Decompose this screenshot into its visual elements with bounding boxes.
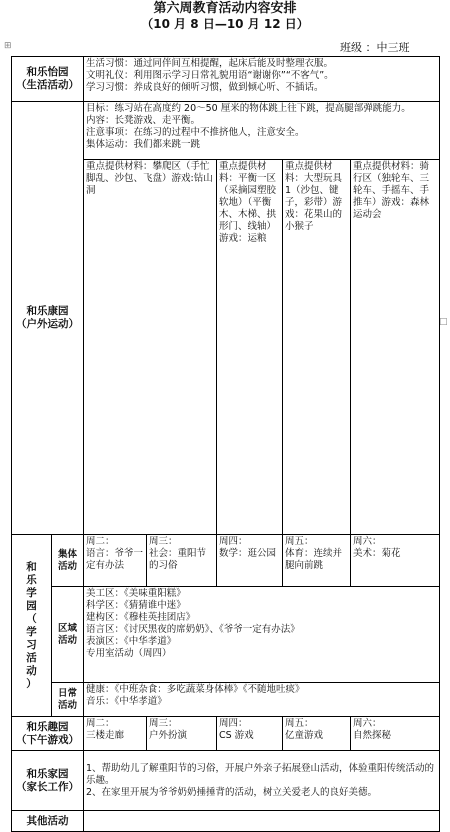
class-label: 班级 ：中三班 <box>340 41 410 54</box>
outdoor-zone: 重点提供材料：骑行区（独轮车、三轮车、手摇车、手推车）游戏：森林运动会 <box>351 160 440 535</box>
afternoon-day-cell: 周二： 三楼走廊 <box>84 717 147 751</box>
group-day-cell: 周五： 体育：连续并腿向前跳 <box>283 535 351 587</box>
afternoon-day-cell: 周五： 亿童游戏 <box>283 717 351 751</box>
area-line: 建构区：《穆桂英挂团店》 <box>86 612 196 623</box>
learning-area-row <box>12 587 440 683</box>
area-line: 表演区：《中华孝道》 <box>86 636 177 647</box>
outdoor-goal: 目标：练习站在高度约 20～50 厘米的物体跳上往下跳，提高腿部弹跳能力。 <box>86 103 411 114</box>
afternoon-day-cell: 周六： 自然探秘 <box>351 717 440 751</box>
other-content <box>84 811 440 832</box>
afternoon-day-cell: 周三： 户外扮演 <box>147 717 217 751</box>
life-line: 学习习惯：养成良好的倾听习惯，做到倾心听、不插话。 <box>86 82 324 93</box>
group-day-cell: 周二： 语言：爷爷一定有办法 <box>84 535 147 587</box>
outdoor-detail: 内容：长凳游戏、走平衡。 <box>86 115 201 126</box>
area-line: 语言区：《讨厌黑夜的席奶奶》、《爷爷一定有办法》 <box>86 624 300 635</box>
outdoor-zone: 重点提供材料：攀爬区（手忙脚乱、沙包、飞盘）游戏:钻山洞 <box>84 160 217 535</box>
family-row <box>12 751 440 811</box>
group-day-cell: 周三： 社会：重阳节的习俗 <box>147 535 217 587</box>
area-activity-content <box>84 587 440 683</box>
afternoon-row <box>12 717 440 751</box>
group-activity-label: 集体 活动 <box>52 535 84 587</box>
outdoor-content <box>84 102 440 160</box>
area-line: 美工区：《美味重阳糕》 <box>86 588 186 599</box>
family-line: 2、在家里开展为爷爷奶奶捶捶背的活动，树立关爱老人的良好美德。 <box>86 786 378 798</box>
life-content <box>84 57 440 102</box>
outdoor-zone: 重点提供材料：平衡一区（采摘园塑胶软地）（平衡木、木梯、拱形门、线轴）游戏：运粮 <box>217 160 283 535</box>
corner-mark-icon: ⊞ <box>4 41 12 51</box>
life-header: 和乐怡园 （生活活动） <box>12 57 84 102</box>
family-content <box>84 751 440 811</box>
group-day-cell: 周四： 数学：逛公园 <box>217 535 283 587</box>
learning-group-row <box>12 535 440 587</box>
outdoor-row <box>12 102 440 160</box>
outdoor-header: 和乐康园 （户外运动） <box>12 102 84 535</box>
group-day-cell: 周六： 美术：菊花 <box>351 535 440 587</box>
outdoor-group: 集体运动：我们都来跳一跳 <box>86 139 201 150</box>
daily-activity-label: 日常 活动 <box>52 683 84 717</box>
daily-line: 健康：《中班杂食：多吃蔬菜身体棒》《不随地吐痰》 <box>86 684 305 695</box>
page-title: 第六周教育活动内容安排 <box>153 1 297 16</box>
daily-activity-content <box>84 683 440 717</box>
other-row <box>12 811 440 832</box>
date-range: （10 月 8 日—10 月 12 日） <box>141 17 309 31</box>
afternoon-day-cell: 周四： CS 游戏 <box>217 717 283 751</box>
afternoon-header: 和乐趣园 （下午游戏） <box>12 717 84 751</box>
life-row <box>12 57 440 102</box>
area-activity-label: 区域 活动 <box>52 587 84 683</box>
corner-mark-icon: □ <box>439 317 448 327</box>
life-line: 文明礼仪：利用图示学习日常礼貌用语“谢谢你”“不客气”。 <box>86 70 334 81</box>
daily-line: 音乐：《中华孝道》 <box>86 696 167 707</box>
schedule-table <box>11 56 440 832</box>
other-header: 其他活动 <box>12 811 84 832</box>
learning-header: 和 乐 学 园 （ 学 习 活 动 ） <box>12 535 52 717</box>
learning-daily-row <box>12 683 440 717</box>
outdoor-notes: 注意事项：在练习的过程中不推挤他人，注意安全。 <box>86 127 305 138</box>
area-line: 专用室活动（周四） <box>86 648 172 659</box>
area-line: 科学区：《猜猜谁中迷》 <box>86 600 186 611</box>
outdoor-zone: 重点提供材料：大型玩具1（沙包、键子，彩带）游戏：花果山的小猴子 <box>283 160 351 535</box>
family-line: 1、帮助幼儿了解重阳节的习俗，开展户外亲子拓展登山活动，体验重阳传统活动的乐趣。 <box>86 762 435 786</box>
life-line: 生活习惯：通过同伴间互相提醒，起床后能及时整理衣服。 <box>86 58 334 69</box>
family-header: 和乐家园 （家长工作） <box>12 751 84 811</box>
